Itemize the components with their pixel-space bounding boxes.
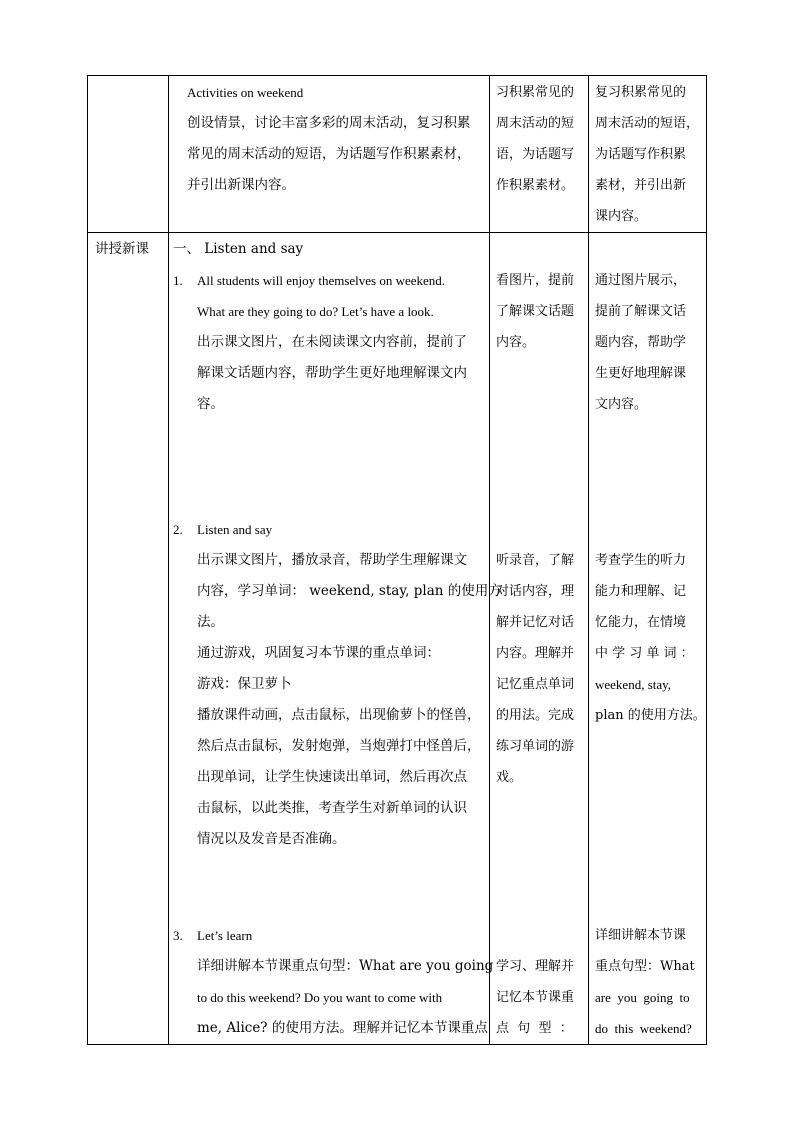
text-line: Listen and say <box>197 522 273 537</box>
text-line: 对话内容，理 <box>496 584 575 599</box>
text-line: 点 句 型 ： <box>496 1021 573 1036</box>
item-1-student <box>496 265 582 358</box>
text-line: 课内容。 <box>595 209 648 224</box>
text-line: are you going to <box>595 990 690 1005</box>
text-line: to do this weekend? Do you want to come with <box>197 990 443 1005</box>
text-line: 然后点击鼠标，发射炮弹，当炮弹打中怪兽后， <box>197 738 481 754</box>
text-line: 击鼠标，以此类推，考查学生对新单词的认识 <box>197 800 467 816</box>
text-line: 文内容。 <box>595 397 648 412</box>
text-line: 内容。理解并 <box>496 646 575 661</box>
text-line: 看图片，提前 <box>496 273 575 288</box>
text-line: 记忆重点单词 <box>496 677 575 692</box>
text-line: 戏。 <box>496 770 523 785</box>
activities-purpose-cell <box>595 77 703 232</box>
text-line: 的用法。完成 <box>496 708 575 723</box>
text-line: 并引出新课内容。 <box>187 177 295 193</box>
text-line: 解并记忆对话 <box>496 615 575 630</box>
item-2-purpose <box>595 545 706 731</box>
text-line: 通过图片展示， <box>595 273 687 288</box>
item-2-process <box>173 514 502 855</box>
text-line: 周末活动的短 <box>496 116 575 131</box>
text-line: 学习、理解并 <box>496 959 575 974</box>
section-heading: 一、 Listen and say <box>173 241 304 257</box>
column-divider-1 <box>168 75 169 1045</box>
text-line: me, Alice? 的使用方法。理解并记忆本节课重点 <box>197 1020 488 1036</box>
text-line: 能力和理解、记 <box>595 584 687 599</box>
text-line: 解课文话题内容，帮助学生更好地理解课文内 <box>197 365 467 381</box>
item-1-purpose <box>595 265 703 420</box>
text-line: 听录音，了解 <box>496 553 575 568</box>
item-2-student <box>496 545 582 793</box>
text-line: weekend, stay, <box>595 677 672 692</box>
activities-student-cell <box>496 77 582 201</box>
table-border-left <box>87 75 88 1045</box>
text-line: 播放课件动画，点击鼠标，出现偷萝卜的怪兽， <box>197 707 481 723</box>
table-border-right <box>706 75 707 1045</box>
text-line: 了解课文话题 <box>496 304 575 319</box>
text-line: 考查学生的听力 <box>595 553 687 568</box>
text-line: 出示课文图片，在未阅读课文内容前，提前了 <box>197 334 467 350</box>
text-line: 出示课文图片，播放录音，帮助学生理解课文 <box>197 552 467 568</box>
text-line: 详细讲解本节课重点句型：What are you going <box>197 958 494 974</box>
text-line: 详细讲解本节课 <box>595 928 687 943</box>
activities-process-cell <box>187 77 497 201</box>
text-line: 练习单词的游 <box>496 739 575 754</box>
item-3-process <box>173 920 494 1044</box>
text-line: 作积累素材。 <box>496 178 575 193</box>
text-line: 游戏：保卫萝卜 <box>197 676 292 692</box>
text-line: plan 的使用方法。 <box>595 708 706 723</box>
text-line: 记忆本节课重 <box>496 990 575 1005</box>
text-line: do this weekend? <box>595 1021 692 1036</box>
text-line: What are they going to do? Let’s have a look. <box>197 304 434 319</box>
item-3-purpose <box>595 920 703 1044</box>
table-border-bottom <box>87 1044 707 1045</box>
text-line: 为话题写作积累 <box>595 147 687 162</box>
text-line: 中 学 习 单 词 ： <box>595 646 694 661</box>
text-line: 通过游戏，巩固复习本节课的重点单词： <box>197 645 440 661</box>
text-line: 生更好地理解课 <box>595 366 687 381</box>
text-line: 周末活动的短语， <box>595 116 700 131</box>
text-line: 出现单词，让学生快速读出单词，然后再次点 <box>197 769 467 785</box>
item-3-student <box>496 951 582 1044</box>
item-number: 3. <box>173 928 183 943</box>
stage-label: 讲授新课 <box>95 241 149 257</box>
text-line: All students will enjoy themselves on weekend. <box>197 273 446 288</box>
text-line: 习积累常见的 <box>496 85 575 100</box>
text-line: 创设情景，讨论丰富多彩的周末活动，复习积累 <box>187 115 471 131</box>
text-line: 语，为话题写 <box>496 147 575 162</box>
item-number: 2. <box>173 522 183 537</box>
text-line: 内容。 <box>496 335 536 350</box>
text-line: 提前了解课文话 <box>595 304 687 319</box>
text-line: Activities on weekend <box>187 85 304 100</box>
text-line: 法。 <box>197 614 224 630</box>
text-line: 复习积累常见的 <box>595 85 687 100</box>
text-line: 忆能力，在情境 <box>595 615 687 630</box>
text-line: 容。 <box>197 396 224 412</box>
lesson-plan-table <box>87 75 707 1045</box>
column-divider-2 <box>489 75 490 1045</box>
text-line: 题内容，帮助学 <box>595 335 687 350</box>
text-line: 常见的周末活动的短语，为话题写作积累素材， <box>187 146 471 162</box>
text-line: Let’s learn <box>197 928 253 943</box>
text-line: 素材，并引出新 <box>595 178 687 193</box>
column-divider-3 <box>588 75 589 1045</box>
row-divider <box>87 232 707 233</box>
new-lesson-heading <box>173 234 483 265</box>
text-line: 重点句型：What <box>595 959 695 974</box>
text-line: 内容，学习单词： weekend, stay, plan 的使用方 <box>197 583 502 599</box>
text-line: 情况以及发音是否准确。 <box>197 831 346 847</box>
item-1-process <box>173 265 483 420</box>
item-number: 1. <box>173 273 183 288</box>
table-border-top <box>87 75 707 76</box>
